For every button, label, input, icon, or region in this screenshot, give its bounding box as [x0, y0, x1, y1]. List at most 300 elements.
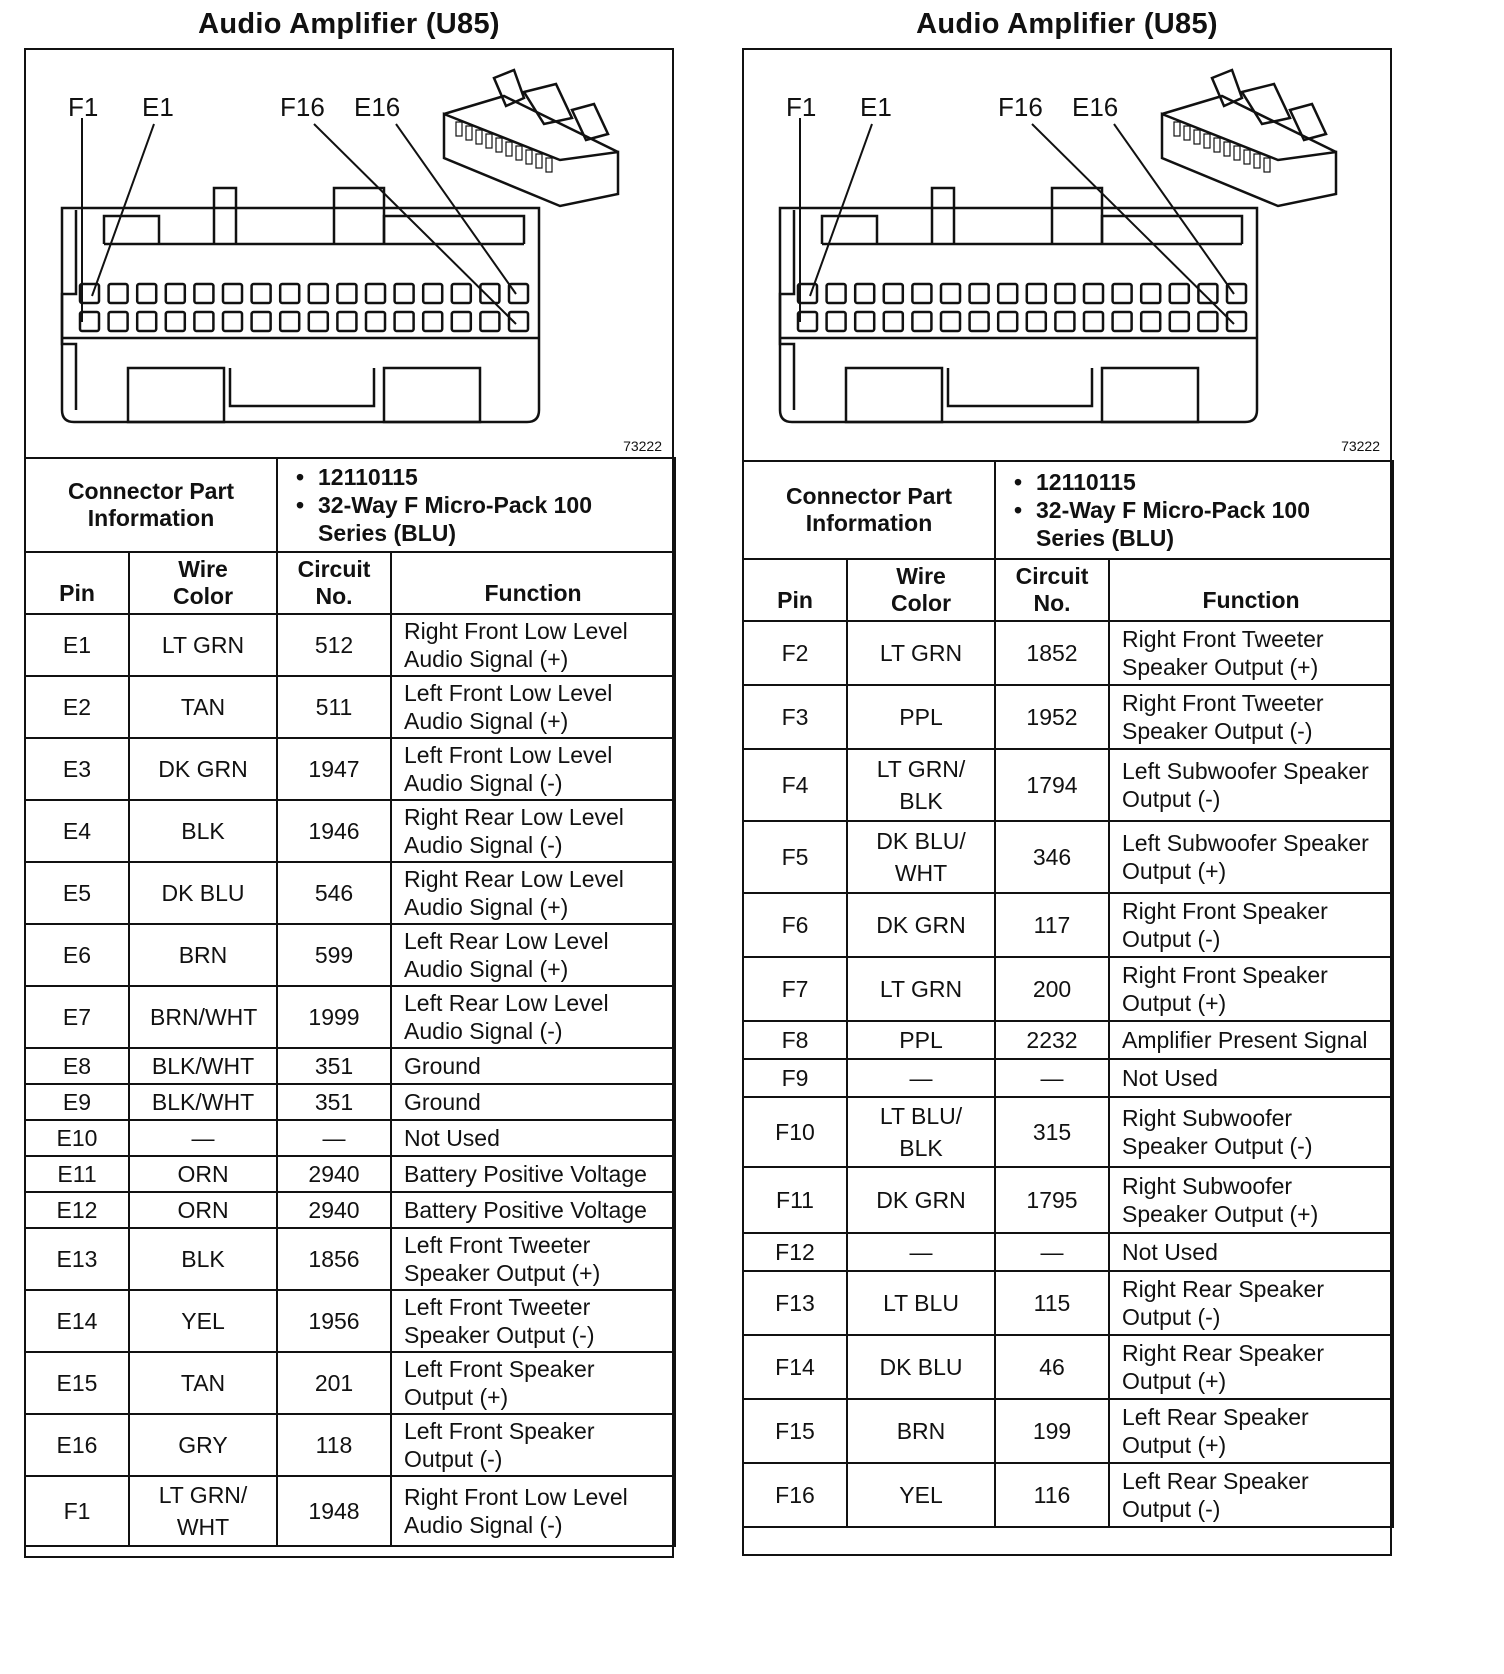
pin-cell: F4 — [743, 749, 847, 821]
pin-cell: E10 — [25, 1120, 129, 1156]
circuit-cell: 2940 — [277, 1192, 391, 1228]
pin-cell: F14 — [743, 1335, 847, 1399]
function-cell: Right Front Tweeter Speaker Output (-) — [1109, 685, 1393, 749]
pin-callout-leader — [92, 124, 154, 296]
pin-cavity-e — [1055, 284, 1074, 303]
wire-color-cell: GRY — [129, 1414, 277, 1476]
function-cell: Left Front Low Level Audio Signal (+) — [391, 676, 675, 738]
pin-callout-label: E1 — [142, 92, 174, 122]
circuit-cell: 1956 — [277, 1290, 391, 1352]
connector-part-row — [743, 461, 1393, 559]
pin-callout-label: F16 — [998, 92, 1043, 122]
header-function: Function — [1109, 559, 1393, 621]
wire-color-cell: PPL — [847, 1021, 995, 1059]
part-description-text: 32-Way F Micro-Pack 100 Series (BLU) — [318, 492, 593, 546]
table-row — [25, 986, 675, 1048]
part-description: • 32-Way F Micro-Pack 100 Series (BLU) — [1014, 497, 1311, 551]
circuit-cell: 200 — [995, 957, 1109, 1021]
pin-cell: E7 — [25, 986, 129, 1048]
function-cell: Right Rear Low Level Audio Signal (+) — [391, 862, 675, 924]
connector-part-label: Connector Part Information — [743, 461, 995, 559]
connector-part-row — [25, 458, 675, 552]
part-description-text: 32-Way F Micro-Pack 100 Series (BLU) — [1036, 497, 1311, 551]
part-number-text: 12110115 — [1036, 469, 1136, 495]
pin-cavity-f — [884, 312, 903, 331]
function-cell: Amplifier Present Signal — [1109, 1021, 1393, 1059]
connector-3d-pin — [1234, 146, 1240, 160]
circuit-cell: 1856 — [277, 1228, 391, 1290]
table-row — [25, 738, 675, 800]
connector-diagram — [24, 48, 674, 508]
circuit-cell: 346 — [995, 821, 1109, 893]
connector-part-info — [277, 458, 675, 552]
function-cell: Left Subwoofer Speaker Output (-) — [1109, 749, 1393, 821]
table-row — [25, 1228, 675, 1290]
pin-cell: F10 — [743, 1097, 847, 1167]
pin-cavity-e — [884, 284, 903, 303]
function-cell: Left Front Low Level Audio Signal (-) — [391, 738, 675, 800]
wire-color-cell: DK GRN — [129, 738, 277, 800]
table-row — [743, 1059, 1393, 1097]
pin-cavity-e — [337, 284, 356, 303]
pin-cavity-e — [1084, 284, 1103, 303]
pin-cavity-e — [366, 284, 385, 303]
function-cell: Right Front Low Level Audio Signal (+) — [391, 614, 675, 676]
pin-cavity-f — [137, 312, 156, 331]
circuit-cell: 201 — [277, 1352, 391, 1414]
part-number: • 12110115 — [296, 464, 418, 490]
wire-color-cell: DK BLU/ WHT — [847, 821, 995, 893]
figure-number: 73222 — [623, 438, 662, 454]
pin-cavity-e — [1198, 284, 1217, 303]
table-header-row — [743, 559, 1393, 621]
table-row — [25, 676, 675, 738]
connector-3d-pin — [546, 158, 552, 172]
connector-3d-pin — [1244, 150, 1250, 164]
circuit-cell: 546 — [277, 862, 391, 924]
table-row — [743, 1399, 1393, 1463]
wire-color-cell: DK BLU — [847, 1335, 995, 1399]
table-row — [743, 893, 1393, 957]
latch-center — [1052, 188, 1102, 244]
table-row — [743, 1271, 1393, 1335]
pin-cell: F16 — [743, 1463, 847, 1527]
circuit-cell: 2940 — [277, 1156, 391, 1192]
connector-3d-pin — [1224, 142, 1230, 156]
circuit-cell: 115 — [995, 1271, 1109, 1335]
pin-callout-label: E16 — [1072, 92, 1119, 122]
wire-color-cell: BLK — [129, 800, 277, 862]
latch-left — [932, 188, 954, 244]
table-row — [25, 1120, 675, 1156]
circuit-cell: 512 — [277, 614, 391, 676]
pin-cavity-f — [480, 312, 499, 331]
circuit-cell: 351 — [277, 1084, 391, 1120]
header-circuit-no: Circuit No. — [277, 552, 391, 614]
wire-color-cell: BLK/WHT — [129, 1048, 277, 1084]
pin-cell: F7 — [743, 957, 847, 1021]
pin-cavity-e — [395, 284, 414, 303]
table-row — [743, 821, 1393, 893]
panel-title: Audio Amplifier (U85) — [916, 8, 1218, 40]
pin-cavity-f — [309, 312, 328, 331]
wire-color-cell: ORN — [129, 1192, 277, 1228]
pin-cavity-e — [109, 284, 128, 303]
pin-cavity-e — [998, 284, 1017, 303]
circuit-cell: 116 — [995, 1463, 1109, 1527]
connector-3d-pin — [506, 142, 512, 156]
lower-key-right — [384, 368, 480, 422]
pin-cavity-f — [166, 312, 185, 331]
pin-cavity-e — [452, 284, 471, 303]
table-row — [743, 1097, 1393, 1167]
header-wire-color: Wire Color — [129, 552, 277, 614]
pin-cell: E1 — [25, 614, 129, 676]
table-row — [25, 614, 675, 676]
function-cell: Right Subwoofer Speaker Output (+) — [1109, 1167, 1393, 1233]
pin-cavity-f — [827, 312, 846, 331]
pin-cavity-f — [912, 312, 931, 331]
pin-cell: E11 — [25, 1156, 129, 1192]
connector-diagram — [742, 48, 1392, 508]
pin-cell: F3 — [743, 685, 847, 749]
pin-cell: F12 — [743, 1233, 847, 1271]
wire-color-cell: BLK — [129, 1228, 277, 1290]
pin-cell: E5 — [25, 862, 129, 924]
header-circuit-no: Circuit No. — [995, 559, 1109, 621]
wire-color-cell: TAN — [129, 1352, 277, 1414]
wire-color-cell: LT BLU/ BLK — [847, 1097, 995, 1167]
header-pin: Pin — [743, 559, 847, 621]
pin-cell: F11 — [743, 1167, 847, 1233]
pin-cavity-e — [223, 284, 242, 303]
table-row — [25, 1192, 675, 1228]
connector-3d-pin — [1264, 158, 1270, 172]
table-row — [25, 800, 675, 862]
wire-color-cell: BRN — [847, 1399, 995, 1463]
pin-cavity-e — [166, 284, 185, 303]
pin-cavity-f — [223, 312, 242, 331]
connector-3d-pin — [476, 130, 482, 144]
pin-cell: F8 — [743, 1021, 847, 1059]
wire-color-cell: PPL — [847, 685, 995, 749]
table-row — [25, 862, 675, 924]
lower-channel — [948, 368, 1092, 406]
pin-cavity-e — [280, 284, 299, 303]
circuit-cell: 117 — [995, 893, 1109, 957]
table-row — [25, 1290, 675, 1352]
function-cell: Right Front Speaker Output (+) — [1109, 957, 1393, 1021]
pin-cavity-e — [1027, 284, 1046, 303]
pin-cavity-f — [1055, 312, 1074, 331]
wire-color-cell: LT GRN — [847, 621, 995, 685]
pin-cell: E14 — [25, 1290, 129, 1352]
table-row — [25, 1476, 675, 1546]
pin-cell: E9 — [25, 1084, 129, 1120]
circuit-cell: 351 — [277, 1048, 391, 1084]
function-cell: Left Rear Speaker Output (-) — [1109, 1463, 1393, 1527]
function-cell: Battery Positive Voltage — [391, 1156, 675, 1192]
pin-cavity-f — [1113, 312, 1132, 331]
connector-3d-pin — [1194, 130, 1200, 144]
pin-cell: E4 — [25, 800, 129, 862]
pin-callout-leader — [810, 124, 872, 296]
pin-cavity-e — [1170, 284, 1189, 303]
wire-color-cell: YEL — [129, 1290, 277, 1352]
pin-cavity-f — [970, 312, 989, 331]
circuit-cell: 1948 — [277, 1476, 391, 1546]
pin-cell: F5 — [743, 821, 847, 893]
body-side-detail — [780, 210, 794, 410]
connector-part-label: Connector Part Information — [25, 458, 277, 552]
table-row — [25, 1414, 675, 1476]
pin-cavity-e — [423, 284, 442, 303]
table-header-row — [25, 552, 675, 614]
wire-color-cell: ORN — [129, 1156, 277, 1192]
circuit-cell: 1946 — [277, 800, 391, 862]
pin-cavity-f — [1170, 312, 1189, 331]
connector-3d-pin — [1174, 122, 1180, 136]
circuit-cell: 511 — [277, 676, 391, 738]
pin-cavity-f — [1084, 312, 1103, 331]
pin-cavity-e — [252, 284, 271, 303]
wire-color-cell: TAN — [129, 676, 277, 738]
table-row — [25, 1156, 675, 1192]
circuit-cell: 1999 — [277, 986, 391, 1048]
lower-key-right — [1102, 368, 1198, 422]
pin-cavity-f — [252, 312, 271, 331]
circuit-cell: 1794 — [995, 749, 1109, 821]
table-row — [25, 1352, 675, 1414]
table-row — [743, 1021, 1393, 1059]
function-cell: Ground — [391, 1048, 675, 1084]
circuit-cell: — — [995, 1233, 1109, 1271]
function-cell: Left Front Speaker Output (-) — [391, 1414, 675, 1476]
part-description: • 32-Way F Micro-Pack 100 Series (BLU) — [296, 492, 593, 546]
table-row — [25, 1084, 675, 1120]
function-cell: Left Subwoofer Speaker Output (+) — [1109, 821, 1393, 893]
function-cell: Right Rear Low Level Audio Signal (-) — [391, 800, 675, 862]
wire-color-cell: LT BLU — [847, 1271, 995, 1335]
table-row — [743, 1167, 1393, 1233]
wire-color-cell: LT GRN/ WHT — [129, 1476, 277, 1546]
function-cell: Right Rear Speaker Output (-) — [1109, 1271, 1393, 1335]
pin-cavity-e — [137, 284, 156, 303]
wire-color-cell: BRN/WHT — [129, 986, 277, 1048]
circuit-cell: 199 — [995, 1399, 1109, 1463]
function-cell: Ground — [391, 1084, 675, 1120]
wire-color-cell: LT GRN — [129, 614, 277, 676]
wire-color-cell: DK BLU — [129, 862, 277, 924]
pin-cavity-f — [423, 312, 442, 331]
function-cell: Left Front Tweeter Speaker Output (+) — [391, 1228, 675, 1290]
pin-cavity-e — [912, 284, 931, 303]
wire-color-cell: BRN — [129, 924, 277, 986]
pin-cavity-f — [366, 312, 385, 331]
pin-cavity-f — [280, 312, 299, 331]
pinout-table — [24, 457, 676, 1547]
pin-cavity-e — [1141, 284, 1160, 303]
function-cell: Left Rear Low Level Audio Signal (-) — [391, 986, 675, 1048]
connector-3d-latch — [1290, 104, 1326, 140]
pin-cell: E12 — [25, 1192, 129, 1228]
connector-3d-pin — [1184, 126, 1190, 140]
function-cell: Left Rear Low Level Audio Signal (+) — [391, 924, 675, 986]
function-cell: Not Used — [1109, 1059, 1393, 1097]
table-row — [25, 1048, 675, 1084]
pin-cell: E16 — [25, 1414, 129, 1476]
table-row — [25, 924, 675, 986]
table-row — [743, 1233, 1393, 1271]
pin-cell: E15 — [25, 1352, 129, 1414]
circuit-cell: 599 — [277, 924, 391, 986]
connector-3d-latch — [572, 104, 608, 140]
table-row — [743, 1463, 1393, 1527]
figure-number: 73222 — [1341, 438, 1380, 454]
pin-cell: F6 — [743, 893, 847, 957]
function-cell: Not Used — [1109, 1233, 1393, 1271]
function-cell: Left Front Tweeter Speaker Output (-) — [391, 1290, 675, 1352]
circuit-cell: 1947 — [277, 738, 391, 800]
pin-callout-label: F1 — [786, 92, 817, 122]
function-cell: Battery Positive Voltage — [391, 1192, 675, 1228]
panel-title: Audio Amplifier (U85) — [198, 8, 500, 40]
connector-3d-pin — [486, 134, 492, 148]
wire-color-cell: YEL — [847, 1463, 995, 1527]
connector-3d-view — [1162, 114, 1336, 206]
connector-3d-pin — [1214, 138, 1220, 152]
pin-cavity-e — [941, 284, 960, 303]
connector-3d-pin — [1254, 154, 1260, 168]
pin-cavity-f — [395, 312, 414, 331]
connector-3d-latch — [494, 70, 524, 106]
table-row — [743, 1335, 1393, 1399]
pin-cavity-f — [194, 312, 213, 331]
pin-callout-label: E1 — [860, 92, 892, 122]
pin-cavity-e — [309, 284, 328, 303]
lower-key-left — [846, 368, 942, 422]
pin-cavity-f — [1198, 312, 1217, 331]
header-wire-color: Wire Color — [847, 559, 995, 621]
connector-3d-pin — [516, 146, 522, 160]
circuit-cell: — — [277, 1120, 391, 1156]
wire-color-cell: DK GRN — [847, 893, 995, 957]
pin-cell: F13 — [743, 1271, 847, 1335]
pin-cell: E13 — [25, 1228, 129, 1290]
pin-cell: E3 — [25, 738, 129, 800]
pin-callout-label: E16 — [354, 92, 401, 122]
function-cell: Not Used — [391, 1120, 675, 1156]
pin-cavity-f — [855, 312, 874, 331]
wire-color-cell: LT GRN — [847, 957, 995, 1021]
pin-callout-label: F16 — [280, 92, 325, 122]
table-row — [743, 957, 1393, 1021]
connector-3d-pin — [456, 122, 462, 136]
header-pin: Pin — [25, 552, 129, 614]
pin-cavity-e — [855, 284, 874, 303]
pin-cavity-f — [337, 312, 356, 331]
pin-cavity-f — [941, 312, 960, 331]
latch-left — [214, 188, 236, 244]
wire-color-cell: LT GRN/ BLK — [847, 749, 995, 821]
circuit-cell: 118 — [277, 1414, 391, 1476]
connector-3d-pin — [466, 126, 472, 140]
wire-color-cell: — — [847, 1059, 995, 1097]
circuit-cell: 1952 — [995, 685, 1109, 749]
circuit-cell: 315 — [995, 1097, 1109, 1167]
pin-cavity-e — [194, 284, 213, 303]
wire-color-cell: — — [847, 1233, 995, 1271]
circuit-cell: 46 — [995, 1335, 1109, 1399]
table-row — [743, 621, 1393, 685]
pin-cell: E2 — [25, 676, 129, 738]
latch-ridge-right — [384, 216, 524, 244]
connector-part-info — [995, 461, 1393, 559]
function-cell: Right Front Tweeter Speaker Output (+) — [1109, 621, 1393, 685]
function-cell: Left Rear Speaker Output (+) — [1109, 1399, 1393, 1463]
pin-cavity-f — [452, 312, 471, 331]
function-cell: Right Subwoofer Speaker Output (-) — [1109, 1097, 1393, 1167]
circuit-cell: — — [995, 1059, 1109, 1097]
pin-cavity-e — [970, 284, 989, 303]
connector-3d-latch — [1212, 70, 1242, 106]
wire-color-cell: — — [129, 1120, 277, 1156]
pin-callout-label: F1 — [68, 92, 99, 122]
function-cell: Left Front Speaker Output (+) — [391, 1352, 675, 1414]
pin-cavity-f — [1227, 312, 1246, 331]
pin-cavity-e — [480, 284, 499, 303]
pin-cavity-f — [998, 312, 1017, 331]
function-cell: Right Front Low Level Audio Signal (-) — [391, 1476, 675, 1546]
connector-3d-view — [444, 114, 618, 206]
pin-cavity-f — [1141, 312, 1160, 331]
wire-color-cell: BLK/WHT — [129, 1084, 277, 1120]
connector-3d-pin — [536, 154, 542, 168]
connector-3d-pin — [526, 150, 532, 164]
pin-cell: F9 — [743, 1059, 847, 1097]
wire-color-cell: DK GRN — [847, 1167, 995, 1233]
pin-cavity-e — [827, 284, 846, 303]
table-row — [743, 685, 1393, 749]
circuit-cell: 2232 — [995, 1021, 1109, 1059]
latch-center — [334, 188, 384, 244]
pin-cell: F1 — [25, 1476, 129, 1546]
pin-cavity-f — [1027, 312, 1046, 331]
pin-cell: E8 — [25, 1048, 129, 1084]
function-cell: Right Front Speaker Output (-) — [1109, 893, 1393, 957]
function-cell: Right Rear Speaker Output (+) — [1109, 1335, 1393, 1399]
pin-cavity-e — [1113, 284, 1132, 303]
pin-cell: F2 — [743, 621, 847, 685]
header-function: Function — [391, 552, 675, 614]
pin-cell: F15 — [743, 1399, 847, 1463]
latch-ridge-right — [1102, 216, 1242, 244]
pin-cavity-f — [109, 312, 128, 331]
pin-cavity-f — [509, 312, 528, 331]
body-side-detail — [62, 210, 76, 410]
pinout-table — [742, 460, 1394, 1528]
part-number: • 12110115 — [1014, 469, 1136, 495]
lower-key-left — [128, 368, 224, 422]
part-number-text: 12110115 — [318, 464, 418, 490]
lower-channel — [230, 368, 374, 406]
connector-3d-pin — [496, 138, 502, 152]
connector-3d-pin — [1204, 134, 1210, 148]
pin-cell: E6 — [25, 924, 129, 986]
table-row — [743, 749, 1393, 821]
circuit-cell: 1795 — [995, 1167, 1109, 1233]
circuit-cell: 1852 — [995, 621, 1109, 685]
